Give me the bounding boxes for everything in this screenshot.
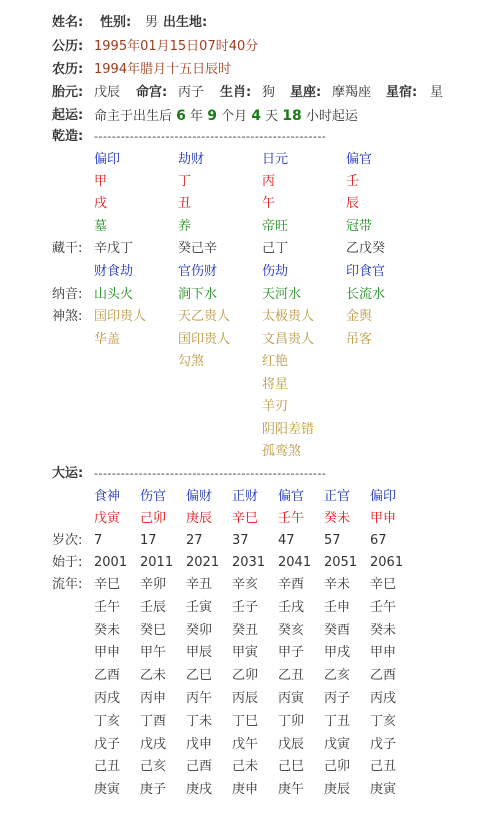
liunian-cell: 丁未: [186, 714, 213, 729]
pillar-nayin: 天河水: [262, 287, 302, 302]
nayin-label: 纳音:: [52, 287, 83, 302]
liunian-cell: 己未: [232, 759, 259, 774]
pillar-gan: 丙: [262, 174, 276, 189]
pillar-canggan: 己丁: [262, 241, 289, 256]
liunian-cell: 丁卯: [278, 714, 305, 729]
liunian-cell: 丙戌: [94, 691, 121, 706]
liunian-cell: 壬戌: [278, 600, 305, 615]
dayun-start-year: 2011: [140, 555, 174, 570]
liunian-cell: 辛卯: [140, 577, 167, 592]
taiyuan-label: 胎元:: [52, 85, 84, 100]
shensha-item: 天乙贵人: [178, 309, 231, 324]
dayun-ganzhi: 庚辰: [186, 511, 213, 526]
pillar-shishen: 偏印: [94, 152, 121, 167]
liunian-cell: 乙未: [140, 668, 167, 683]
pillar-canggan-shishen: 印食官: [346, 264, 386, 279]
shensha-item: 吊客: [346, 332, 373, 347]
liunian-cell: 戊戌: [140, 737, 167, 752]
pillar-zhi: 午: [262, 196, 276, 211]
qianzao-label: 乾造:: [52, 129, 84, 144]
liunian-cell: 癸卯: [186, 623, 213, 638]
liunian-cell: 丙寅: [278, 691, 305, 706]
start-year-label: 始于:: [52, 555, 83, 570]
dayun-shishen: 偏财: [186, 489, 213, 504]
pillar-canggan: 乙戊癸: [346, 241, 386, 256]
liunian-cell: 庚寅: [94, 782, 121, 797]
liunian-cell: 戊子: [94, 737, 121, 752]
gender-label: 性别:: [100, 15, 132, 30]
shensha-item: 太极贵人: [262, 309, 315, 324]
lunar-date-label: 农历:: [52, 62, 84, 77]
liunian-cell: 庚午: [278, 782, 305, 797]
qiyun-hours: 18: [282, 108, 302, 124]
liunian-cell: 己巳: [278, 759, 305, 774]
dayun-start-year: 2031: [232, 555, 266, 570]
pillar-shishen: 偏官: [346, 152, 373, 167]
solar-date-label: 公历:: [52, 39, 84, 54]
dayun-divider: ----------------------------------------------------: [94, 467, 327, 480]
shensha-item: 孤鸾煞: [262, 444, 302, 459]
shensha-item: 红艳: [262, 354, 289, 369]
liunian-cell: 乙丑: [278, 668, 305, 683]
liunian-cell: 甲午: [140, 645, 167, 660]
taiyuan-value: 戊辰: [94, 85, 121, 100]
qianzao-divider: ----------------------------------------------------: [94, 130, 327, 143]
liunian-cell: 壬子: [232, 600, 259, 615]
liunian-cell: 丙辰: [232, 691, 259, 706]
dayun-ganzhi: 己卯: [140, 511, 167, 526]
shengxiao-label: 生肖:: [220, 85, 252, 100]
dayun-shishen: 伤官: [140, 489, 167, 504]
pillar-zhi: 丑: [178, 196, 192, 211]
qiyun-prefix: 命主于出生后: [94, 109, 173, 124]
liunian-cell: 丙申: [140, 691, 167, 706]
shensha-item: 华盖: [94, 332, 121, 347]
liunian-cell: 庚子: [140, 782, 167, 797]
shensha-item: 将星: [262, 377, 289, 392]
liunian-cell: 丁亥: [370, 714, 397, 729]
qiyun-year-unit: 年: [190, 109, 204, 124]
xingzuo-value: 摩羯座: [332, 85, 372, 100]
canggan-label: 藏干:: [52, 241, 83, 256]
lunar-date-value: 1994年腊月十五日辰时: [94, 62, 232, 77]
liunian-cell: 辛巳: [94, 577, 121, 592]
dayun-label: 大运:: [52, 466, 84, 481]
pillar-canggan-shishen: 官伤财: [178, 264, 218, 279]
liunian-cell: 戊子: [370, 737, 397, 752]
liunian-cell: 戊寅: [324, 737, 351, 752]
pillar-canggan-shishen: 伤劫: [262, 264, 289, 279]
shensha-item: 阴阳差错: [262, 422, 315, 437]
qiyun-label: 起运:: [52, 108, 84, 123]
dayun-age: 47: [278, 533, 295, 548]
liunian-cell: 庚寅: [370, 782, 397, 797]
dayun-age: 57: [324, 533, 341, 548]
dayun-age: 7: [94, 533, 103, 548]
dayun-start-year: 2021: [186, 555, 220, 570]
liunian-cell: 乙巳: [186, 668, 213, 683]
liunian-cell: 庚辰: [324, 782, 351, 797]
liunian-cell: 丁巳: [232, 714, 259, 729]
dayun-ganzhi: 甲申: [370, 511, 397, 526]
dayun-age: 67: [370, 533, 387, 548]
name-label: 姓名:: [52, 15, 84, 30]
qiyun-day-unit: 天: [265, 109, 279, 124]
liunian-cell: 丙午: [186, 691, 213, 706]
liunian-cell: 癸巳: [140, 623, 167, 638]
dayun-start-year: 2061: [370, 555, 404, 570]
dayun-start-year: 2041: [278, 555, 312, 570]
liunian-cell: 癸未: [370, 623, 397, 638]
minggong-label: 命宫:: [136, 85, 168, 100]
liunian-cell: 甲寅: [232, 645, 259, 660]
pillar-nayin: 长流水: [346, 287, 386, 302]
dayun-start-year: 2051: [324, 555, 358, 570]
pillar-changsheng: 养: [178, 219, 192, 234]
dayun-age: 37: [232, 533, 249, 548]
dayun-shishen: 偏印: [370, 489, 397, 504]
qiyun-years: 6: [176, 108, 186, 124]
liunian-cell: 辛亥: [232, 577, 259, 592]
liunian-cell: 庚申: [232, 782, 259, 797]
pillar-changsheng: 墓: [94, 219, 108, 234]
dayun-ganzhi: 辛巳: [232, 511, 259, 526]
liunian-cell: 己卯: [324, 759, 351, 774]
dayun-shishen: 食神: [94, 489, 121, 504]
pillar-gan: 甲: [94, 174, 108, 189]
dayun-ganzhi: 壬午: [278, 511, 305, 526]
solar-date-value: 1995年01月15日07时40分: [94, 39, 259, 54]
qiyun-sentence: [94, 107, 358, 126]
pillar-shishen: 日元: [262, 152, 289, 167]
liunian-cell: 甲申: [370, 645, 397, 660]
liunian-cell: 壬辰: [140, 600, 167, 615]
liunian-cell: 丁亥: [94, 714, 121, 729]
liunian-cell: 辛未: [324, 577, 351, 592]
liunian-cell: 己丑: [94, 759, 121, 774]
minggong-value: 丙子: [178, 85, 205, 100]
liunian-cell: 壬午: [94, 600, 121, 615]
liunian-cell: 戊辰: [278, 737, 305, 752]
liunian-cell: 丙子: [324, 691, 351, 706]
liunian-cell: 丙戌: [370, 691, 397, 706]
shensha-item: 国印贵人: [94, 309, 147, 324]
dayun-ganzhi: 戊寅: [94, 511, 121, 526]
dayun-shishen: 正财: [232, 489, 259, 504]
liunian-cell: 乙酉: [94, 668, 121, 683]
shensha-label: 神煞:: [52, 309, 83, 324]
liunian-cell: 乙卯: [232, 668, 259, 683]
dayun-age: 27: [186, 533, 203, 548]
liunian-cell: 己酉: [186, 759, 213, 774]
qiyun-days: 4: [251, 108, 261, 124]
age-label: 岁次:: [52, 533, 83, 548]
shensha-item: 文昌贵人: [262, 332, 315, 347]
dayun-ganzhi: 癸未: [324, 511, 351, 526]
dayun-shishen: 偏官: [278, 489, 305, 504]
pillar-nayin: 山头火: [94, 287, 134, 302]
pillar-gan: 壬: [346, 174, 360, 189]
liunian-cell: 甲申: [94, 645, 121, 660]
gender-value: 男: [145, 15, 159, 30]
pillar-zhi: 戌: [94, 196, 108, 211]
liunian-cell: 癸酉: [324, 623, 351, 638]
liunian-cell: 甲辰: [186, 645, 213, 660]
shensha-item: 国印贵人: [178, 332, 231, 347]
shensha-item: 金舆: [346, 309, 373, 324]
qiyun-suffix: 小时起运: [305, 109, 358, 124]
liunian-cell: 己亥: [140, 759, 167, 774]
liunian-cell: 癸未: [94, 623, 121, 638]
liunian-cell: 丁丑: [324, 714, 351, 729]
qiyun-months: 9: [207, 108, 217, 124]
birthplace-label: 出生地:: [163, 15, 208, 30]
xingxiu-value: 星: [430, 85, 444, 100]
pillar-gan: 丁: [178, 174, 192, 189]
pillar-canggan: 癸己辛: [178, 241, 218, 256]
xingzuo-label: 星座:: [290, 85, 322, 100]
dayun-age: 17: [140, 533, 157, 548]
dayun-shishen: 正官: [324, 489, 351, 504]
shengxiao-value: 狗: [262, 85, 276, 100]
liunian-cell: 丁酉: [140, 714, 167, 729]
liunian-cell: 癸亥: [278, 623, 305, 638]
liunian-cell: 甲子: [278, 645, 305, 660]
liunian-cell: 癸丑: [232, 623, 259, 638]
liunian-cell: 庚戌: [186, 782, 213, 797]
shensha-item: 勾煞: [178, 354, 205, 369]
pillar-nayin: 涧下水: [178, 287, 218, 302]
liunian-cell: 己丑: [370, 759, 397, 774]
qiyun-month-unit: 个月: [221, 109, 248, 124]
dayun-start-year: 2001: [94, 555, 128, 570]
liunian-cell: 辛酉: [278, 577, 305, 592]
liunian-cell: 辛巳: [370, 577, 397, 592]
xingxiu-label: 星宿:: [386, 85, 418, 100]
liunian-cell: 壬申: [324, 600, 351, 615]
liunian-cell: 戊午: [232, 737, 259, 752]
liunian-cell: 戊申: [186, 737, 213, 752]
shensha-item: 羊刃: [262, 399, 289, 414]
pillar-changsheng: 帝旺: [262, 219, 289, 234]
pillar-canggan: 辛戊丁: [94, 241, 134, 256]
liunian-cell: 乙酉: [370, 668, 397, 683]
liunian-cell: 壬寅: [186, 600, 213, 615]
liunian-cell: 壬午: [370, 600, 397, 615]
liunian-cell: 乙亥: [324, 668, 351, 683]
pillar-canggan-shishen: 财食劫: [94, 264, 134, 279]
pillar-shishen: 劫财: [178, 152, 205, 167]
pillar-zhi: 辰: [346, 196, 360, 211]
liunian-cell: 辛丑: [186, 577, 213, 592]
liunian-cell: 甲戌: [324, 645, 351, 660]
liunian-label: 流年:: [52, 577, 83, 592]
pillar-changsheng: 冠带: [346, 219, 373, 234]
